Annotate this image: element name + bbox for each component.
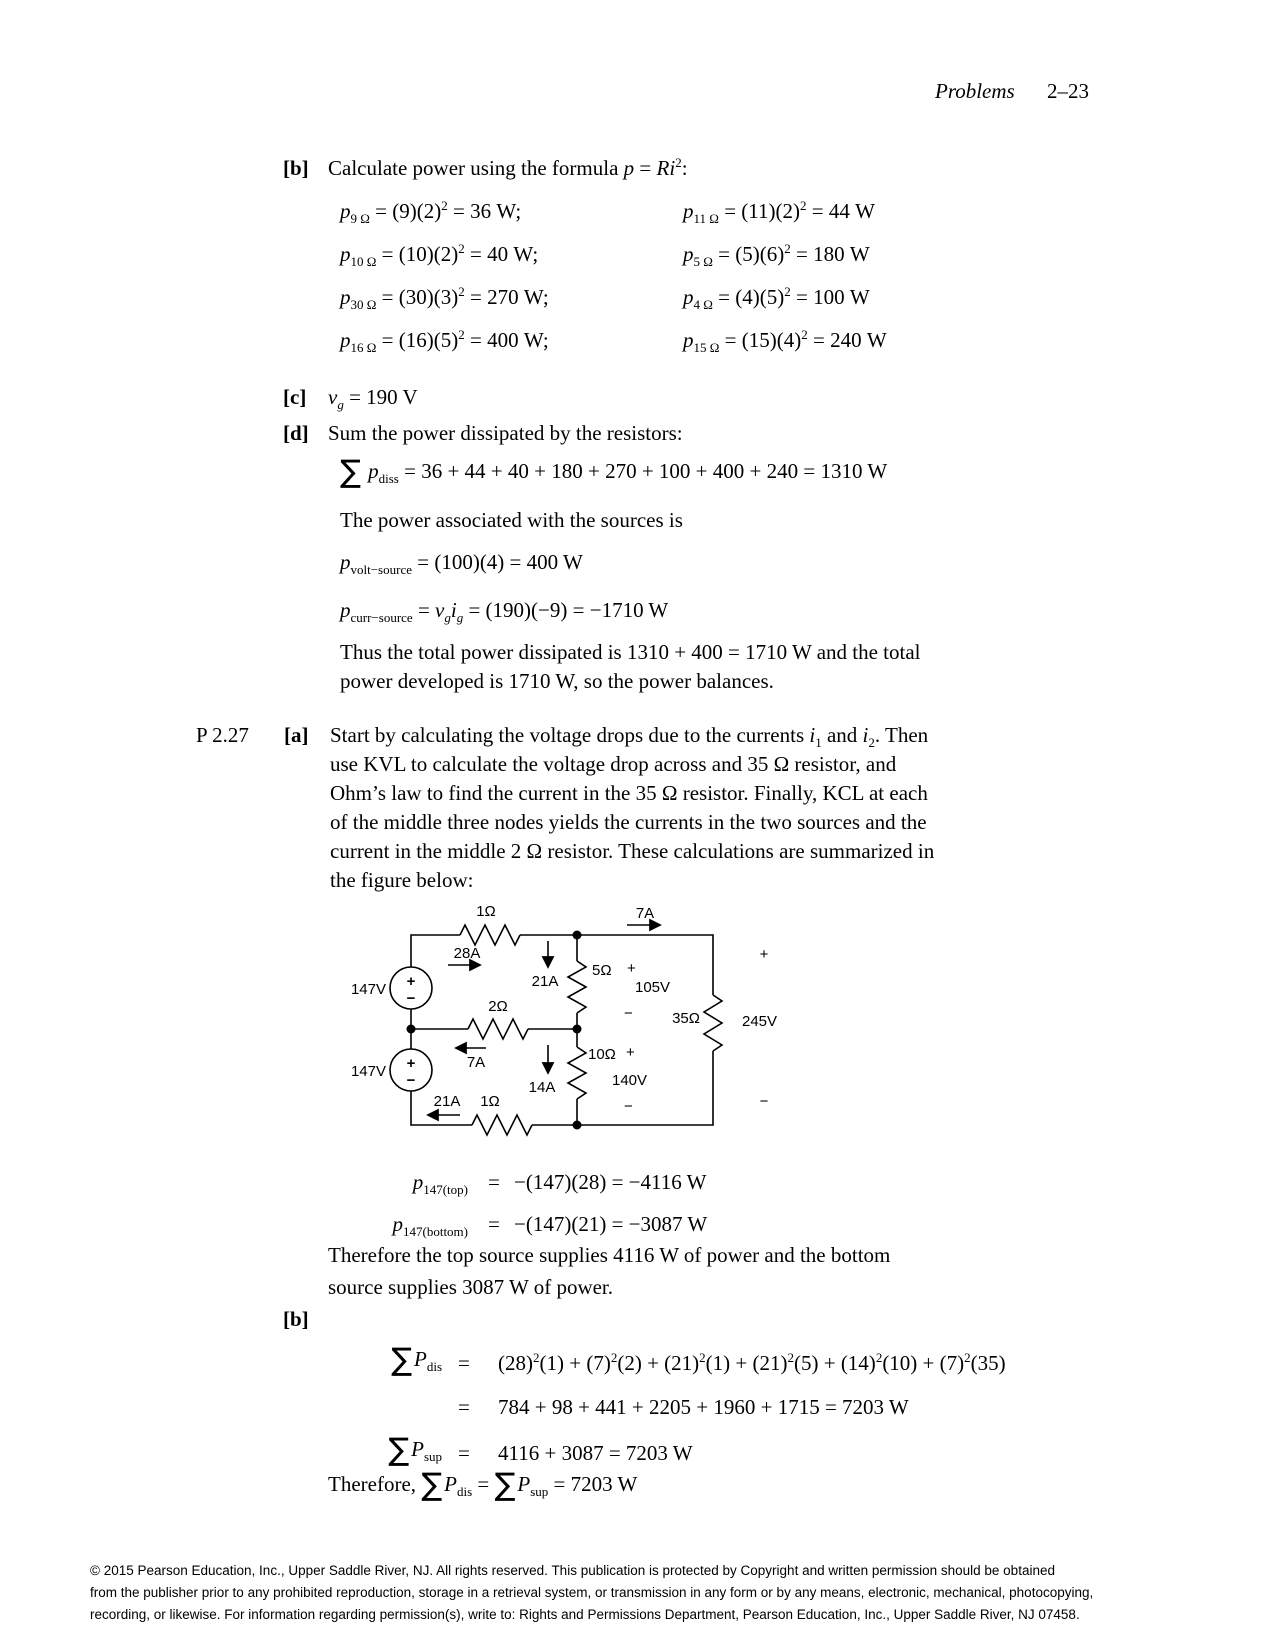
part-d-label: [d] xyxy=(283,421,309,445)
minus-sign: − xyxy=(406,1072,416,1089)
footer-line: © 2015 Pearson Education, Inc., Upper Saddle River, NJ. All rights reserved. This publication is protected by Copyright and written permission should be obtained xyxy=(90,1563,1055,1578)
text-line: Ohm’s law to find the current in the 35 Ω resistor. Finally, KCL at each xyxy=(330,781,928,805)
text-line: Therefore the top source supplies 4116 W of power and the bottom xyxy=(328,1243,891,1267)
label-1ohm-top: 1Ω xyxy=(476,903,496,920)
text-line: Therefore, $\sum P_{dis} = \sum P_{sup} = 7203$ W xyxy=(328,1467,638,1504)
node-dot xyxy=(573,1025,582,1034)
minus-sign: − xyxy=(406,990,416,1007)
plus-sign: + xyxy=(626,1044,635,1061)
part-a-label: [a] xyxy=(284,723,309,747)
plus-sign: + xyxy=(406,973,416,990)
equation-rhs: −(147)(21) = −3087 W xyxy=(514,1212,708,1236)
footer-line: recording, or likewise. For information regarding permission(s), write to: Rights and Permissions Department, Pearson Education, Inc., Upper Saddle River, NJ 07458. xyxy=(90,1607,1080,1622)
wire xyxy=(411,935,460,967)
label-10ohm: 10Ω xyxy=(588,1046,616,1063)
text-line: of the middle three nodes yields the currents in the two sources and the xyxy=(330,810,927,834)
text-line: Thus the total power dissipated is 1310 + 400 = 1710 W and the total xyxy=(340,640,921,664)
text-line: the figure below: xyxy=(330,868,474,892)
equation-rhs: 4116 + 3087 = 7203 W xyxy=(498,1441,693,1465)
plus-sign: + xyxy=(406,1055,416,1072)
equation: $p_{15 \Omega} = (15)(4)^2 = 240$ W xyxy=(683,327,887,356)
text-line: use KVL to calculate the voltage drop across and 35 Ω resistor, and xyxy=(330,752,897,776)
label-21a-bottom: 21A xyxy=(433,1093,461,1110)
plus-sign: + xyxy=(759,946,769,963)
equation-lhs: $\sum P_{dis}$ xyxy=(391,1342,442,1379)
resistor-1ohm-top xyxy=(460,925,520,945)
equation: $p_{volt-source} = (100)(4) = 400$ W xyxy=(340,550,583,578)
label-7a-mid: 7A xyxy=(466,1054,486,1071)
page-header-title: Problems xyxy=(935,79,1015,103)
part-c-text: $v_g = 190$ V xyxy=(328,385,418,413)
plus-sign: + xyxy=(627,960,636,977)
equation: $p_{5 \Omega} = (5)(6)^2 = 180$ W xyxy=(683,241,870,270)
minus-sign: − xyxy=(624,1098,633,1115)
equation-lhs: $p_{147(top)}$ xyxy=(412,1170,468,1198)
equation: ∑ $p_{diss} = 36 + 44 + 40 + 180 + 270 + 100 + 400 + 240 = 1310$ W xyxy=(340,454,888,491)
equals-sign: = xyxy=(488,1170,500,1194)
label-147v-bottom: 147V xyxy=(350,1063,386,1080)
resistor-35ohm xyxy=(704,995,722,1051)
part-b1-intro: Calculate power using the formula $p = Ri^2$: xyxy=(328,155,688,180)
node-dot xyxy=(407,1025,416,1034)
node-dot xyxy=(573,1121,582,1130)
equals-sign: = xyxy=(458,1441,470,1465)
part-c-label: [c] xyxy=(283,385,307,409)
part-b2-label: [b] xyxy=(283,1307,309,1331)
text-line: power developed is 1710 W, so the power balances. xyxy=(340,669,774,693)
equation: $p_{30 \Omega} = (30)(3)^2 = 270$ W; xyxy=(340,284,549,313)
text-line: Start by calculating the voltage drops due to the currents $i_1$ and $i_2$. Then xyxy=(330,723,929,751)
page-number: 2–23 xyxy=(1047,79,1089,103)
resistor-5ohm xyxy=(568,961,586,1013)
equation-lhs: $\sum P_{sup}$ xyxy=(388,1432,442,1469)
problem-number: P 2.27 xyxy=(196,723,249,747)
equals-sign: = xyxy=(458,1395,470,1419)
label-7a-top: 7A xyxy=(635,905,655,922)
equation-rhs: 784 + 98 + 441 + 2205 + 1960 + 1715 = 7203 W xyxy=(498,1395,909,1419)
copyright-footer xyxy=(90,1560,1093,1626)
label-21a-mid: 21A xyxy=(531,973,559,990)
text-line: The power associated with the sources is xyxy=(340,508,683,532)
label-14a: 14A xyxy=(528,1079,556,1096)
equation-lhs: $p_{147(bottom)}$ xyxy=(392,1212,468,1240)
equals-sign: = xyxy=(458,1351,470,1375)
minus-sign: − xyxy=(624,1005,633,1022)
label-5ohm: 5Ω xyxy=(592,962,612,979)
label-140v: 140V xyxy=(612,1072,648,1089)
label-28a: 28A xyxy=(453,945,481,962)
text-line: source supplies 3087 W of power. xyxy=(328,1275,614,1299)
equation: $p_{9 \Omega} = (9)(2)^2 = 36$ W; xyxy=(340,198,522,227)
part-b1-label: [b] xyxy=(283,156,309,180)
resistor-10ohm xyxy=(568,1047,586,1099)
footer-line: from the publisher prior to any prohibited reproduction, storage in a retrieval system, or transmission in any form or by any means, electronic, mechanical, photocopying, xyxy=(90,1585,1094,1600)
label-1ohm-bottom: 1Ω xyxy=(480,1093,500,1110)
part-d-heading: Sum the power dissipated by the resistors: xyxy=(328,421,683,445)
equation-rhs: $(28)^2(1) + (7)^2(2) + (21)^2(1) + (21)^2(5) + (14)^2(10) + (7)^2(35)$ xyxy=(498,1350,1006,1375)
equation: $p_{10 \Omega} = (10)(2)^2 = 40$ W; xyxy=(340,241,539,270)
minus-sign: − xyxy=(759,1093,769,1110)
resistor-1ohm-bottom xyxy=(472,1115,532,1135)
equation-rhs: −(147)(28) = −4116 W xyxy=(514,1170,707,1194)
equation: $p_{curr-source} = v_gi_g = (190)(-9) = -1710$ W xyxy=(340,598,669,626)
circuit-figure xyxy=(340,855,800,1145)
resistor-2ohm xyxy=(468,1019,528,1039)
label-245v: 245V xyxy=(742,1013,778,1030)
equation: $p_{4 \Omega} = (4)(5)^2 = 100$ W xyxy=(683,284,870,313)
label-147v-top: 147V xyxy=(350,981,386,998)
label-105v: 105V xyxy=(635,979,671,996)
text-line: current in the middle 2 Ω resistor. These calculations are summarized in xyxy=(330,839,935,863)
equation: $p_{16 \Omega} = (16)(5)^2 = 400$ W; xyxy=(340,327,549,356)
label-35ohm: 35Ω xyxy=(672,1010,700,1027)
equals-sign: = xyxy=(488,1212,500,1236)
label-2ohm: 2Ω xyxy=(488,998,508,1015)
node-dot xyxy=(573,931,582,940)
equation: $p_{11 \Omega} = (11)(2)^2 = 44$ W xyxy=(683,198,875,227)
